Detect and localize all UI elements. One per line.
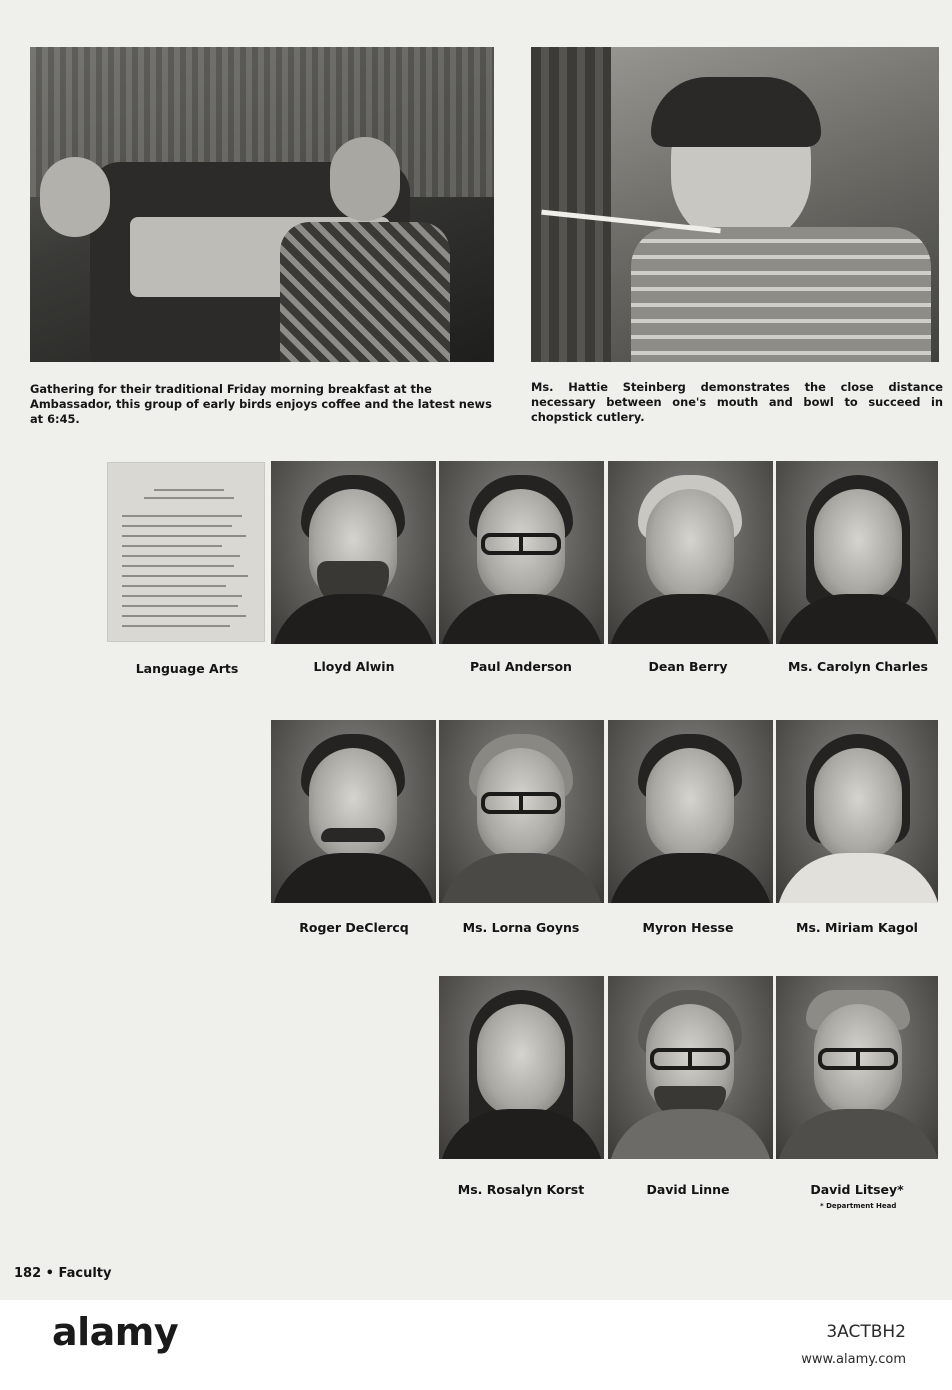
label-miriam-kagol: Ms. Miriam Kagol xyxy=(796,920,918,935)
portrait-lloyd-alwin xyxy=(271,461,436,644)
department-head-footnote: * Department Head xyxy=(820,1202,897,1210)
label-myron-hesse: Myron Hesse xyxy=(642,920,734,935)
label-dean-berry: Dean Berry xyxy=(648,659,728,674)
breakfast-caption: Gathering for their traditional Friday morning breakfast at the Ambassador, this group of early birds enjoys coffee and the latest news at 6:45. xyxy=(30,382,492,426)
portrait-carolyn-charles xyxy=(776,461,938,644)
watermark-brand-logo: alamy xyxy=(52,1310,179,1354)
label-david-litsey: David Litsey* xyxy=(810,1182,904,1197)
label-roger-declercq: Roger DeClercq xyxy=(299,920,409,935)
chopsticks-photo xyxy=(531,47,939,362)
language-arts-document-photo xyxy=(107,462,265,642)
label-lloyd-alwin: Lloyd Alwin xyxy=(313,659,395,674)
portrait-david-litsey xyxy=(776,976,938,1159)
chopsticks-caption: Ms. Hattie Steinberg demonstrates the close distance necessary between one's mouth and bowl to succeed in chopstick cutlery. xyxy=(531,380,943,424)
portrait-dean-berry xyxy=(608,461,773,644)
label-carolyn-charles: Ms. Carolyn Charles xyxy=(788,659,928,674)
image-id: 3ACTBH2 xyxy=(826,1322,906,1342)
portrait-myron-hesse xyxy=(608,720,773,903)
portrait-lorna-goyns xyxy=(439,720,604,903)
portrait-miriam-kagol xyxy=(776,720,938,903)
label-david-linne: David Linne xyxy=(646,1182,730,1197)
portrait-paul-anderson xyxy=(439,461,604,644)
label-rosalyn-korst: Ms. Rosalyn Korst xyxy=(457,1182,585,1197)
portrait-rosalyn-korst xyxy=(439,976,604,1159)
portrait-david-linne xyxy=(608,976,773,1159)
label-language-arts: Language Arts xyxy=(135,661,239,676)
portrait-roger-declercq xyxy=(271,720,436,903)
label-lorna-goyns: Ms. Lorna Goyns xyxy=(462,920,580,935)
label-paul-anderson: Paul Anderson xyxy=(470,659,572,674)
page-folio: 182 • Faculty xyxy=(14,1266,112,1281)
watermark-url: www.alamy.com xyxy=(801,1352,906,1367)
breakfast-group-photo xyxy=(30,47,494,362)
